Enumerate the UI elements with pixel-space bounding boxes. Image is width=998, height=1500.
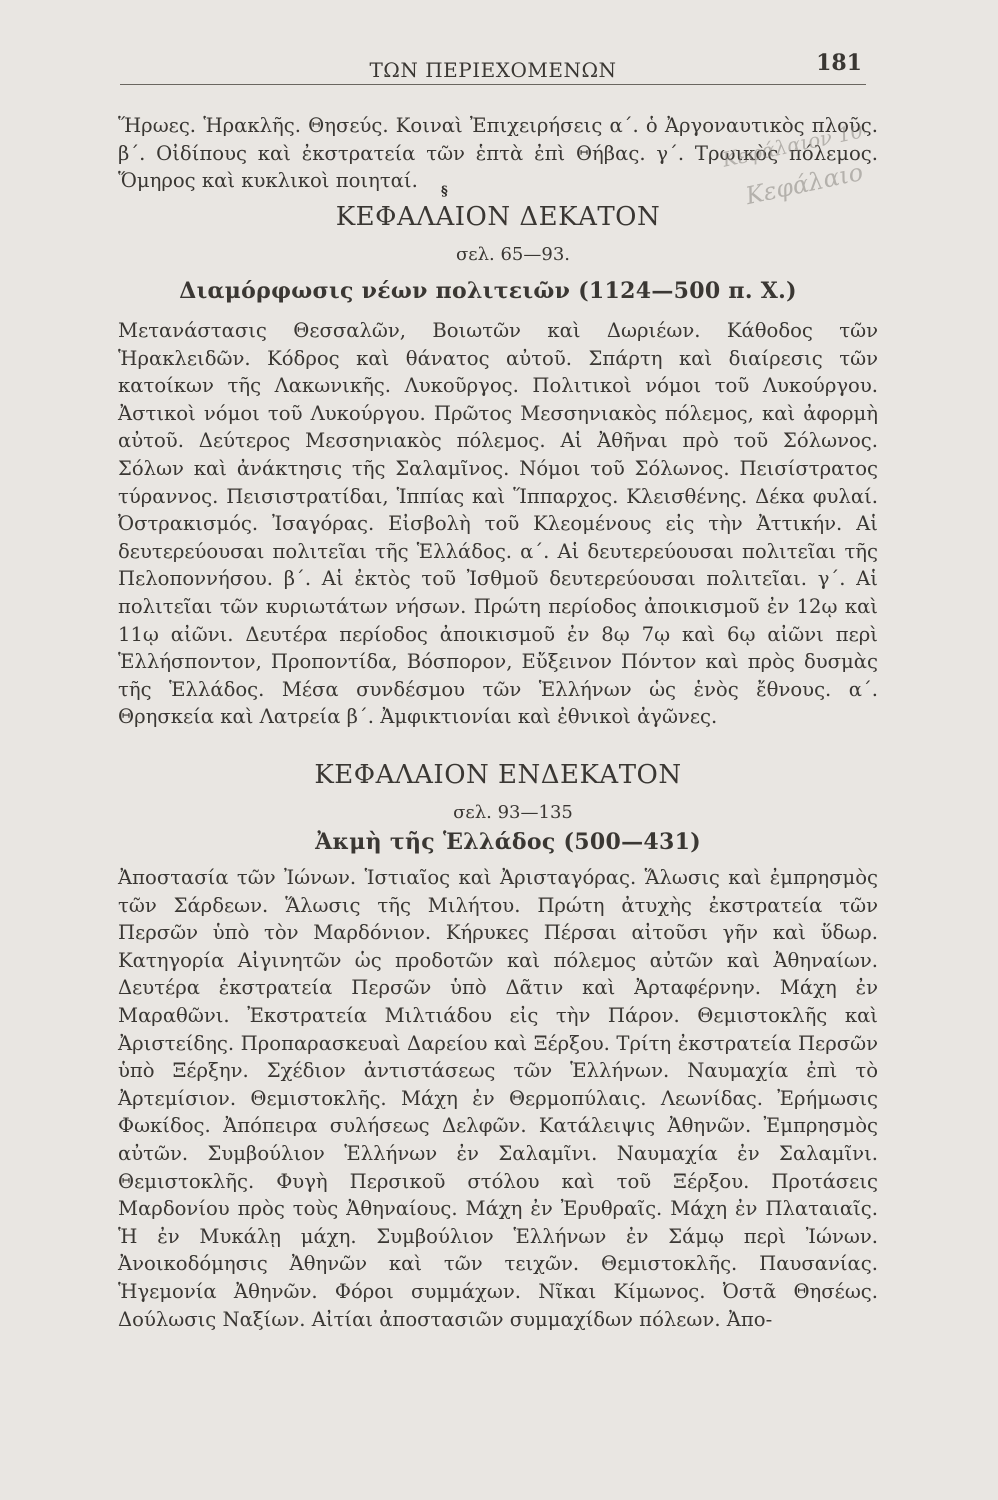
handwriting-line-2: Κεφάλαιο: [743, 157, 865, 206]
intro-paragraph: Ἥρωες. Ἡρακλῆς. Θησεύς. Κοιναὶ Ἐπιχειρήσεις α΄. ὁ Ἀργοναυτικὸς πλοῦς. β΄. Οἰδίπους καὶ ἐκστρατεία τῶν ἑπτὰ ἐπὶ Θήβας. γ΄. Τρωικὸς πόλεμος. Ὅμηρος καὶ κυκλικοὶ ποιηταί.: [118, 114, 878, 193]
chapter-10-contents: Μετανάστασις Θεσσαλῶν, Βοιωτῶν καὶ Δωριέων. Κάθοδος τῶν Ἡρακλειδῶν. Κόδρος καὶ θάνατος αὐτοῦ. Σπάρτη καὶ διαίρεσις τῶν κατοίκων τῆς Λακωνικῆς. Λυκοῦργος. Πολιτικοὶ νόμοι τοῦ Λυκούργου. Ἀστικοὶ νόμοι τοῦ Λυκούργου. Πρῶτος Μεσσηνιακὸς πόλεμος, καὶ ἀφορμὴ αὐτοῦ. Δεύτερος Μεσσηνιακὸς πόλεμος. Αἱ Ἀθῆναι πρὸ τοῦ Σόλωνος. Σόλων καὶ ἀνάκτησις τῆς Σαλαμῖνος. Νόμοι τοῦ Σόλωνος. Πεισίστρατος τύραννος. Πεισιστρατίδαι, Ἱππίας καὶ Ἵππαρχος. Κλεισθένης. Δέκα φυλαί. Ὀστρακισμός. Ἰσαγόρας. Εἰσβολὴ τοῦ Κλεομένους εἰς τὴν Ἀττικήν. Αἱ δευτερεύουσαι πολιτεῖαι τῆς Ἑλλάδος. α΄. Αἱ δευτερεύουσαι πολιτεῖαι τῆς Πελοποννήσου. β΄. Αἱ ἐκτὸς τοῦ Ἰσθμοῦ δευτερεύουσαι πολιτεῖαι. γ΄. Αἱ πολιτεῖαι τῶν κυριωτάτων νήσων. Πρώτη περίοδος ἀποικισμοῦ ἐν 12ῳ καὶ 11ῳ αἰῶνι. Δευτέρα περίοδος ἀποικισμοῦ ἐν 8ῳ 7ῳ καὶ 6ῳ αἰῶνι περὶ Ἑλλήσποντον, Προποντίδα, Βόσπορον, Εὔξεινον Πόντον καὶ πρὸς δυσμὰς τῆς Ἑλλάδος. Μέσα συνδέσμου τῶν Ἑλλήνων ὡς ἑνὸς ἔθνους. α΄. Θρησκεία καὶ Λατρεία β΄. Ἀμφικτιονίαι καὶ ἐθνικοὶ ἀγῶνες.: [118, 319, 878, 729]
ornament-mark: §: [441, 184, 448, 199]
running-title: ΤΩΝ ΠΕΡΙΕΧΟΜΕΝΩΝ: [369, 58, 617, 82]
chapter-10-subtitle: Διαμόρφωσις νέων πολιτειῶν (1124—500 π. Χ.): [179, 278, 797, 304]
handwritten-pencil-note: [715, 126, 865, 206]
chapter-11-heading: ΚΕΦΑΛΑΙΟΝ ΕΝΔΕΚΑΤΟΝ: [314, 760, 682, 790]
handwriting-line-1: Κεφάλαιον 10ον: [720, 126, 865, 172]
chapter-10-pages: σελ. 65—93.: [456, 244, 570, 265]
chapter-11-subtitle: Ἀκμὴ τῆς Ἑλλάδος (500—431): [315, 829, 701, 855]
running-header: [120, 48, 866, 85]
chapter-11-contents: Ἀποστασία τῶν Ἰώνων. Ἱστιαῖος καὶ Ἀρισταγόρας. Ἅλωσις καὶ ἐμπρησμὸς τῶν Σάρδεων. Ἅλωσις τῆς Μιλήτου. Πρώτη ἀτυχὴς ἐκστρατεία τῶν Περσῶν ὑπὸ τὸν Μαρδόνιον. Κήρυκες Πέρσαι αἰτοῦσι γῆν καὶ ὕδωρ. Κατηγορία Αἰγινητῶν ὡς προδοτῶν καὶ πόλεμος αὐτῶν καὶ Ἀθηναίων. Δευτέρα ἐκστρατεία Περσῶν ὑπὸ Δᾶτιν καὶ Ἀρταφέρνην. Μάχη ἐν Μαραθῶνι. Ἐκστρατεία Μιλτιάδου εἰς τὴν Πάρον. Θεμιστοκλῆς καὶ Ἀριστείδης. Προπαρασκευαὶ Δαρείου καὶ Ξέρξου. Τρίτη ἐκστρατεία Περσῶν ὑπὸ Ξέρξην. Σχέδιον ἀντιστάσεως τῶν Ἑλλήνων. Ναυμαχία ἐπὶ τὸ Ἀρτεμίσιον. Θεμιστοκλῆς. Μάχη ἐν Θερμοπύλαις. Λεωνίδας. Ἐρήμωσις Φωκίδος. Ἀπόπειρα συλήσεως Δελφῶν. Κατάλειψις Ἀθηνῶν. Ἐμπρησμὸς αὐτῶν. Συμβούλιον Ἑλλήνων ἐν Σαλαμῖνι. Ναυμαχία ἐν Σαλαμῖνι. Θεμιστοκλῆς. Φυγὴ Περσικοῦ στόλου καὶ τοῦ Ξέρξου. Προτάσεις Μαρδονίου πρὸς τοὺς Ἀθηναίους. Μάχη ἐν Ἐρυθραῖς. Μάχη ἐν Πλαταιαῖς. Ἡ ἐν Μυκάλῃ μάχη. Συμβούλιον Ἑλλήνων ἐν Σάμῳ περὶ Ἰώνων. Ἀνοικοδόμησις Ἀθηνῶν καὶ τῶν τειχῶν. Θεμιστοκλῆς. Παυσανίας. Ἡγεμονία Ἀθηνῶν. Φόροι συμμάχων. Νῖκαι Κίμωνος. Ὀστᾶ Θησέως. Δούλωσις Ναξίων. Αἰτίαι ἀποστασιῶν συμμαχίδων πόλεων. Ἀπο-: [118, 866, 878, 1331]
chapter-11-pages: σελ. 93—135: [453, 802, 573, 823]
chapter-10-heading: ΚΕΦΑΛΑΙΟΝ ΔΕΚΑΤΟΝ: [335, 202, 661, 232]
page-number: 181: [816, 50, 862, 76]
